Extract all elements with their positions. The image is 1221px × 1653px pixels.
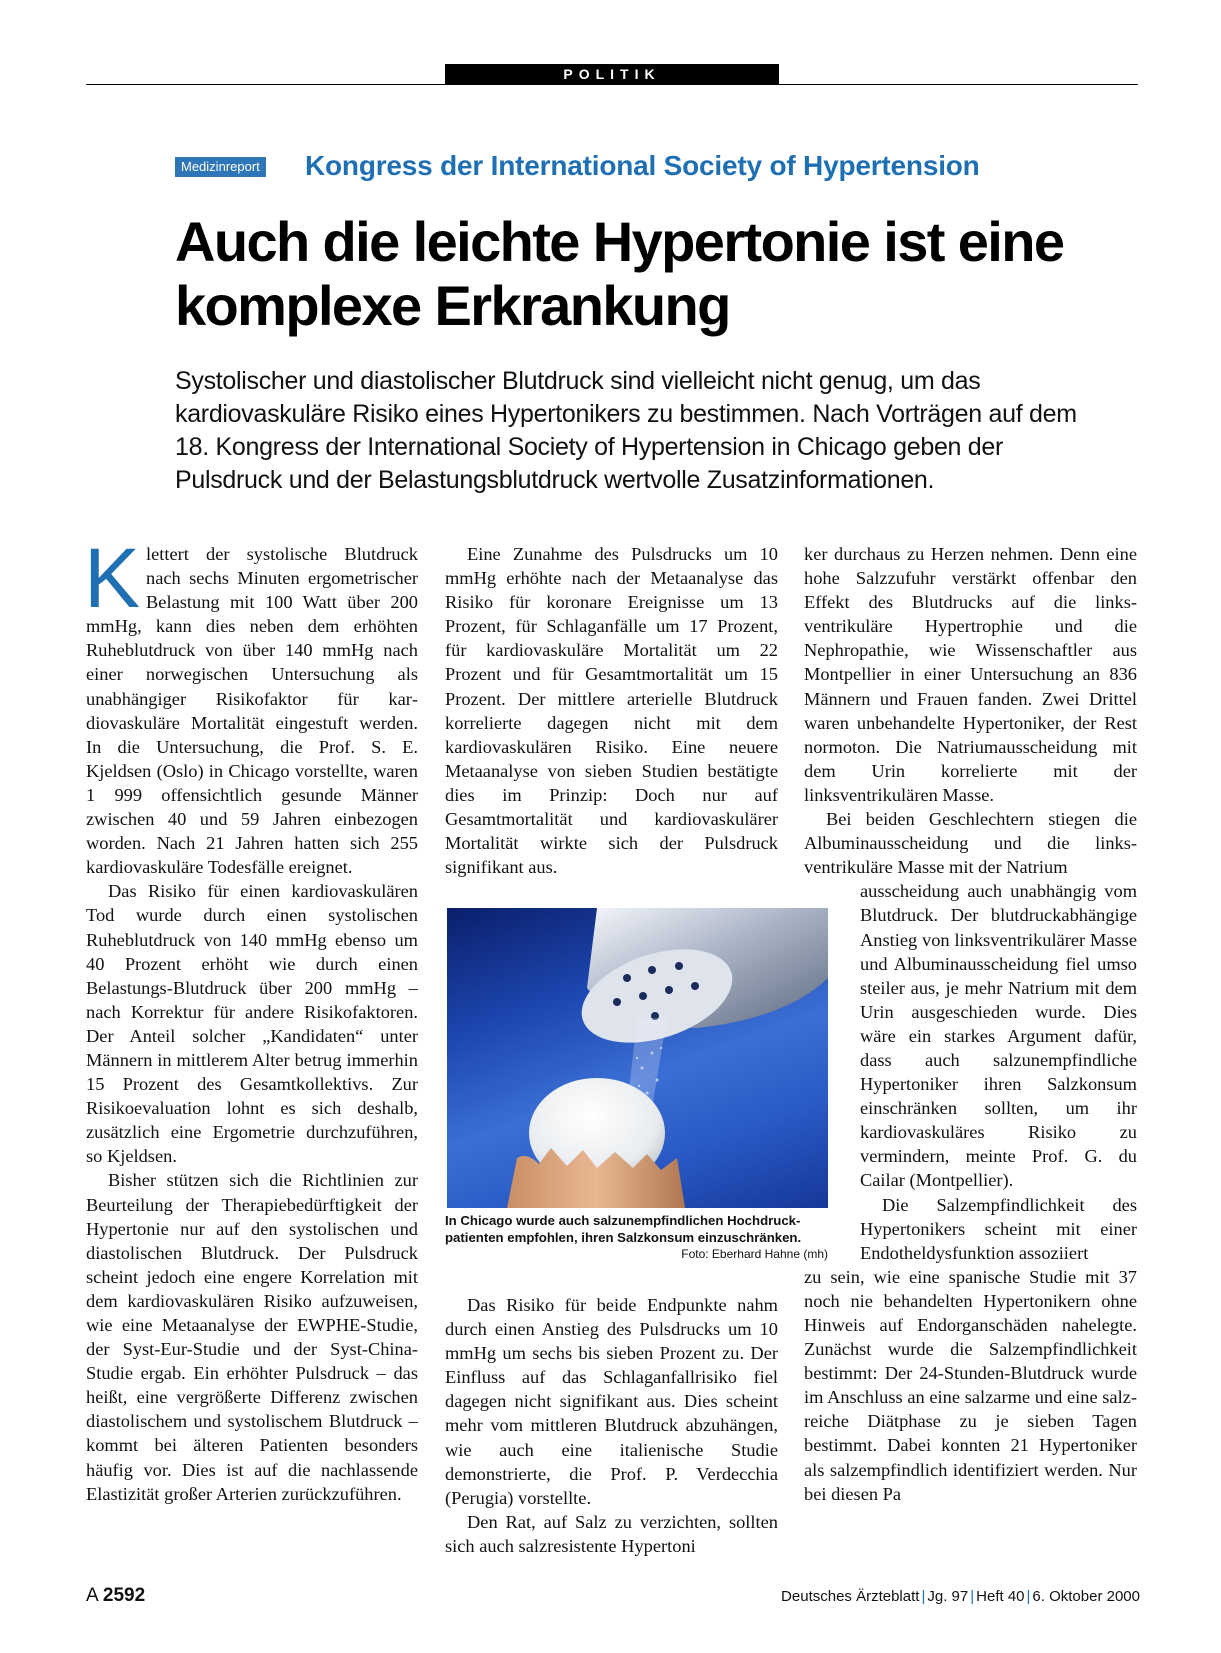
kicker-tag: Medizinreport bbox=[175, 157, 266, 177]
section-label: POLITIK bbox=[445, 64, 779, 85]
article-column-2-top bbox=[445, 542, 778, 879]
journal-volume: Jg. 97 bbox=[927, 1588, 969, 1605]
journal-footer: Deutsches Ärzteblatt | Jg. 97 | Heft 40 | 6. Oktober 2000 bbox=[781, 1588, 1140, 1605]
journal-name: Deutsches Ärzteblatt bbox=[781, 1588, 920, 1605]
paragraph: Das Risiko für einen kardiovaskulären Tod wurde durch einen systolischen Ruheblutdruck von 140 mmHg ebenso um 40 Prozent erhöht wie durch einen Belastungs-Blutdruck über 200 mmHg – nach Korrektur für andere Risikofaktoren. Der Anteil solcher „Kandidaten“ unter Männern in mittlerem Alter betrug immerhin 15 Prozent des Gesamtkollektivs. Zur Risikoevaluation lohnt es sich deshalb, zusätzlich eine Ergometrie durchzuführen, so Kjeldsen. bbox=[86, 881, 418, 1167]
paragraph: zu sein, wie eine spanische Studie mit 37 noch nie behandelten Hypertonikern ohne Hinweis auf Endorganschäden nahelegte. Zunächst wurde die Salzempfindlichkeit bestimmt: Der 24-Stunden-Blutdruck wurde im Anschluss an eine salzarme und eine salzreiche Diätphase zu je sieben Tagen bestimmt. Dabei konnten 21 Hypertoniker als salzempfindlich identifiziert werden. Nur bei diesen Pa bbox=[804, 1266, 1137, 1504]
photo-credit: Foto: Eberhard Hahne (mh) bbox=[681, 1247, 828, 1261]
page-prefix: A bbox=[86, 1585, 98, 1606]
page-number-value: 2592 bbox=[102, 1585, 146, 1606]
egg bbox=[507, 1078, 685, 1208]
paragraph: Das Risiko für beide Endpunkte nahm durch einen Anstieg des Pulsdrucks um 10 mmHg um sechs bis sieben Prozent zu. Der Einfluss auf das Schlaganfallrisiko fiel dagegen nicht signifikant aus. Dies scheint mehr vom mittleren Blutdruck abzuhängen, wie auch eine italienische Studie demonstrierte, die Prof. P. Verdecchia (Perugia) vorstellte. bbox=[445, 1295, 778, 1508]
article-column-1 bbox=[84, 531, 418, 1506]
page-number bbox=[86, 1585, 145, 1607]
article-column-3 bbox=[804, 542, 1137, 1506]
top-rule bbox=[86, 84, 1138, 85]
paragraph: Den Rat, auf Salz zu verzichten, sollten sich auch salzresistente Hypertoni bbox=[445, 1511, 778, 1556]
journal-issue: Heft 40 bbox=[976, 1588, 1025, 1605]
paragraph: Die Salzempfindlichkeit des Hypertonikers scheint mit einer Endotheldysfunktion assoziiert bbox=[860, 1194, 1137, 1263]
salt-shaker bbox=[570, 908, 828, 1060]
lede: Systolischer und diastolischer Blutdruck sind vielleicht nicht genug, um das kardiovaskuläre Risiko eines Hypertonikers zu bestimmen. Nach Vorträgen auf dem 18. Kongress der International Society of Hypertension in Chicago geben der Pulsdruck und der Belastungsblutdruck wertvolle Zusatzinformationen. bbox=[175, 367, 1077, 494]
drop-cap: K bbox=[84, 531, 141, 625]
caption-text: In Chicago wurde auch salzunempfindlichen Hochdruckpatienten empfohlen, ihren Salzkonsum einzuschränken. bbox=[445, 1213, 802, 1245]
journal-date: 6. Oktober 2000 bbox=[1032, 1588, 1140, 1605]
salt-shaker-egg-photo bbox=[447, 908, 828, 1208]
paragraph: lettert der systolische Blutdruck nach sechs Minuten ergometrischer Belastung mit 100 Watt über 200 mmHg, kann dies neben dem erhöhten Ruheblutdruck von über 140 mmHg nach einer norwegischen Untersuchung als unabhängiger Risikofaktor für kardiovaskuläre Mortalität eingestuft werden. In die Untersuchung, die Prof. S. E. Kjeldsen (Oslo) in Chicago vorstellte, waren 1 999 offensichtlich gesunde Männer zwischen 40 und 59 Jahren einbezogen worden. Nach 21 Jahren hatten sich 255 kardiovaskuläre Todesfälle ereignet. bbox=[86, 544, 418, 878]
headline: Auch die leichte Hypertonie ist eine komplexe Erkrankung bbox=[175, 210, 1064, 337]
paragraph: ausscheidung auch unabhängig vom Blutdruck. Der blutdruckabhängige Anstieg von linksventrikulärer Masse und Albuminausscheidung fiel umso steiler aus, je mehr Natrium mit dem Urin ausgeschieden wurde. Dies wäre ein starkes Argument dafür, dass auch salzunempfindliche Hypertoniker ihren Salzkonsum einschränken sollten, um ihr kardiovaskuläres Risiko zu vermindern, meinte Prof. G. du Cailar (Montpellier). bbox=[860, 881, 1137, 1191]
kicker-title: Kongress der International Society of Hypertension bbox=[305, 150, 980, 181]
article-column-2-bottom bbox=[445, 1293, 778, 1558]
photo-caption bbox=[445, 1212, 828, 1263]
paragraph: Eine Zunahme des Pulsdrucks um 10 mmHg erhöhte nach der Metaanalyse das Risiko für koronare Ereignisse um 13 Prozent, für Schlaganfälle um 17 Prozent, für kardiovaskuläre Mortalität um 22 Prozent und für Gesamtmortalität um 15 Prozent. Der mittlere arterielle Blutdruck korrelierte dagegen nicht mit dem kardiovaskulären Risiko. Eine neuere Metaanalyse von sieben Studien bestätigte dies im Prinzip: Doch nur auf Gesamtmortalität und kardiovaskulärer Mortalität wirkte sich der Pulsdruck signifikant aus. bbox=[445, 544, 778, 878]
paragraph: Bei beiden Geschlechtern stiegen die Albuminausscheidung und die linksventrikuläre Masse mit der Natrium bbox=[804, 809, 1137, 878]
paragraph: Bisher stützen sich die Richtlinien zur Beurteilung der Therapiebedürftigkeit der Hypertonie nur auf den systolischen und diastolischen Blutdruck. Der Pulsdruck scheint jedoch eine engere Korrelation mit dem kardiovaskulären Risiko aufzuweisen, wie eine Metaanalyse der EWPHE-Studie, der Syst-Eur-Studie und der Syst-China-Studie ergab. Ein erhöhter Pulsdruck – das heißt, eine vergrößerte Differenz zwischen diastolischem und systolischem Blutdruck – kommt bei älteren Patienten besonders häufig vor. Dies ist auf die nachlassende Elastizität großer Arterien zurückzuführen. bbox=[86, 1170, 418, 1504]
paragraph: ker durchaus zu Herzen nehmen. Denn eine hohe Salzzufuhr verstärkt offenbar den Effekt des Blutdrucks auf die linksventrikuläre Hypertrophie und die Nephropathie, wie Wissenschaftler aus Montpellier in einer Untersuchung an 836 Männern und Frauen fanden. Zwei Drittel waren unbehandelte Hypertoniker, der Rest normoton. Die Natriumausscheidung mit dem Urin korrelierte mit der linksventrikulären Masse. bbox=[804, 544, 1137, 805]
